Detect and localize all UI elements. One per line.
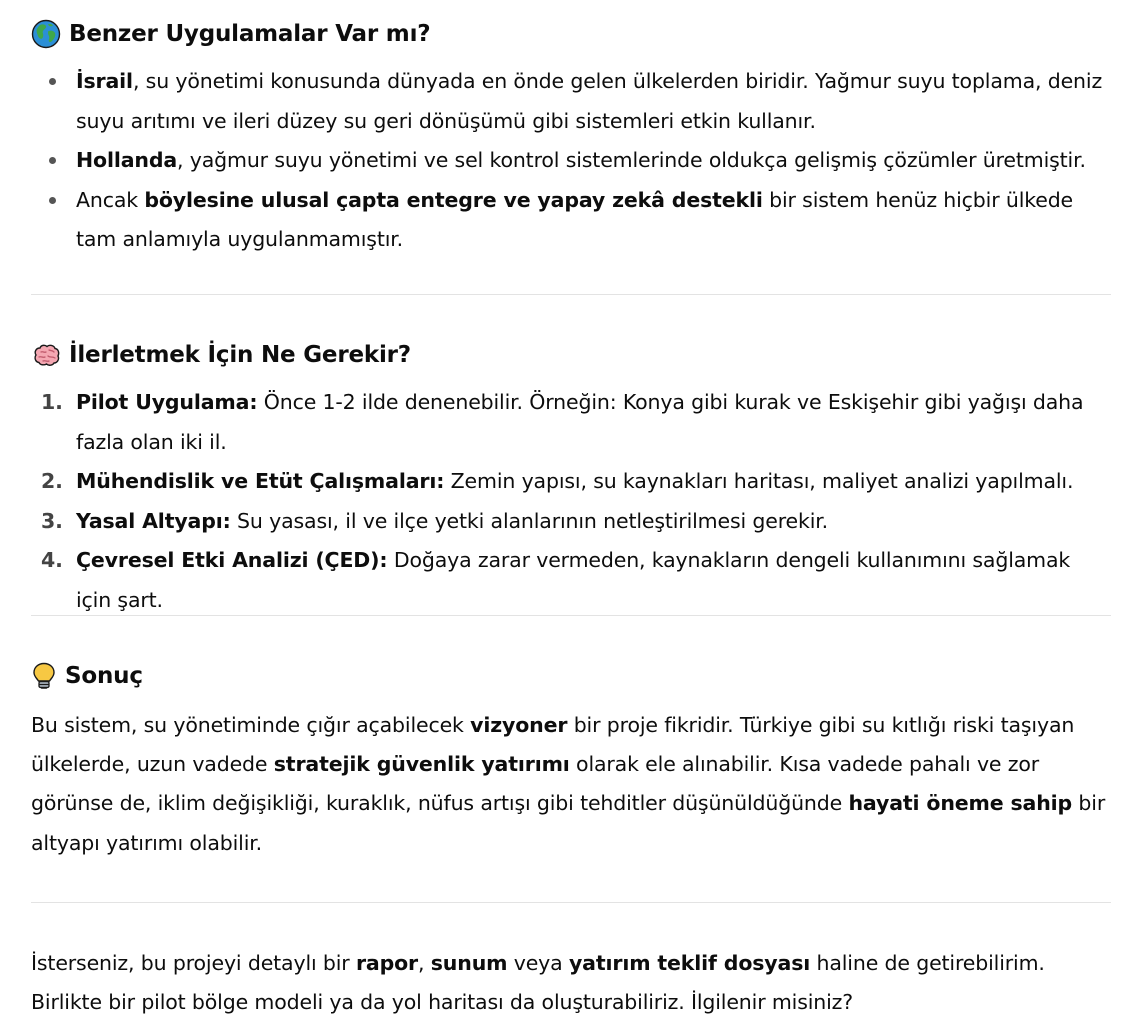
paragraph-bold: stratejik güvenlik yatırımı xyxy=(273,752,570,777)
list-item-text: , yağmur suyu yönetimi ve sel kontrol sistemlerinde oldukça gelişmiş çözümler üretmiştir. xyxy=(177,148,1086,172)
paragraph-text: veya xyxy=(507,951,569,975)
section-heading xyxy=(31,18,1111,50)
list-number: 2. xyxy=(41,469,63,493)
closing-section xyxy=(31,944,1111,1022)
paragraph-text: bir proje fikridir. Türkiye gibi su kıtlığı riski taşıyan ülkelerde, uzun vadede xyxy=(31,713,1075,777)
list-number: 4. xyxy=(41,548,63,572)
list-number: 3. xyxy=(41,508,63,533)
brain-icon xyxy=(31,340,61,370)
list-item-text: , su yönetimi konusunda dünyada en önde gelen ülkelerden biridir. Yağmur suyu toplama, deniz suyu arıtımı ve ileri düzey su geri dönüşümü gibi sistemleri etkin kullanır. xyxy=(76,69,1103,133)
list-item-text: Ancak xyxy=(76,187,145,212)
paragraph-bold: hayati öneme sahip xyxy=(848,791,1073,816)
paragraph-text: Bu sistem, su yönetiminde çığır açabilecek xyxy=(31,713,471,737)
list-item-bold: böylesine ulusal çapta entegre ve yapay zekâ destekli xyxy=(144,187,763,212)
list-item-text: Doğaya zarar vermeden, kaynakların dengeli kullanımını sağlamak için şart. xyxy=(76,548,1071,612)
list-item xyxy=(31,502,1111,542)
paragraph-text: , xyxy=(418,951,431,975)
list-item xyxy=(31,462,1111,502)
section-heading xyxy=(31,339,1111,371)
list-item-bold: İsrail xyxy=(76,69,133,93)
section-title: İlerletmek İçin Ne Gerekir? xyxy=(69,342,411,368)
lightbulb-icon xyxy=(31,661,57,691)
list-item xyxy=(31,383,1111,462)
list-item-text: Zemin yapısı, su kaynakları haritası, maliyet analizi yapılmalı. xyxy=(444,469,1074,493)
divider xyxy=(31,902,1111,903)
globe-icon xyxy=(31,19,61,49)
list-item xyxy=(31,541,1111,620)
paragraph-bold: yatırım teklif dosyası xyxy=(568,951,811,975)
divider xyxy=(31,615,1111,616)
section-conclusion xyxy=(31,660,1111,863)
list-item-bold: Mühendislik ve Etüt Çalışmaları: xyxy=(76,469,445,493)
paragraph-text: olarak ele alınabilir. Kısa vadede pahalı ve zor görünse de, iklim değişikliği, kuraklık, nüfus artışı gibi tehditler düşünüldüğünde xyxy=(31,752,1040,816)
conclusion-paragraph xyxy=(31,706,1111,863)
list-item xyxy=(31,181,1111,260)
section-heading xyxy=(31,660,1111,692)
section-next-steps xyxy=(31,339,1111,620)
list-item-text: bir sistem henüz hiçbir ülkede tam anlamıyla uygulanmamıştır. xyxy=(76,187,1074,251)
list-item-bold: Hollanda xyxy=(76,148,178,172)
list-item-text: Önce 1-2 ilde denenebilir. Örneğin: Konya gibi kurak ve Eskişehir gibi yağışı daha fazla olan iki il. xyxy=(76,390,1084,454)
divider xyxy=(31,294,1111,295)
list-item-text: Su yasası, il ve ilçe yetki alanlarının netleştirilmesi gerekir. xyxy=(230,508,829,533)
section-title: Sonuç xyxy=(65,663,143,689)
list-item xyxy=(31,62,1111,141)
list-item-bold: Pilot Uygulama: xyxy=(76,390,258,414)
numbered-list xyxy=(31,383,1111,620)
list-item-bold: Çevresel Etki Analizi (ÇED): xyxy=(76,548,388,572)
bullet-list xyxy=(31,62,1111,260)
paragraph-bold: vizyoner xyxy=(470,713,568,737)
section-similar-applications xyxy=(31,18,1111,260)
paragraph-bold: sunum xyxy=(430,951,508,975)
section-title: Benzer Uygulamalar Var mı? xyxy=(69,21,431,47)
list-number: 1. xyxy=(41,390,63,414)
paragraph-text: haline de getirebilirim. Birlikte bir pilot bölge modeli ya da yol haritası da oluşturabiliriz. İlgilenir misiniz? xyxy=(31,951,1045,1015)
list-item-bold: Yasal Altyapı: xyxy=(76,508,231,533)
paragraph-text: bir altyapı yatırımı olabilir. xyxy=(31,791,1106,855)
paragraph-bold: rapor xyxy=(355,951,419,975)
list-item xyxy=(31,141,1111,181)
paragraph-text: İsterseniz, bu projeyi detaylı bir xyxy=(31,951,356,975)
closing-paragraph xyxy=(31,944,1111,1022)
